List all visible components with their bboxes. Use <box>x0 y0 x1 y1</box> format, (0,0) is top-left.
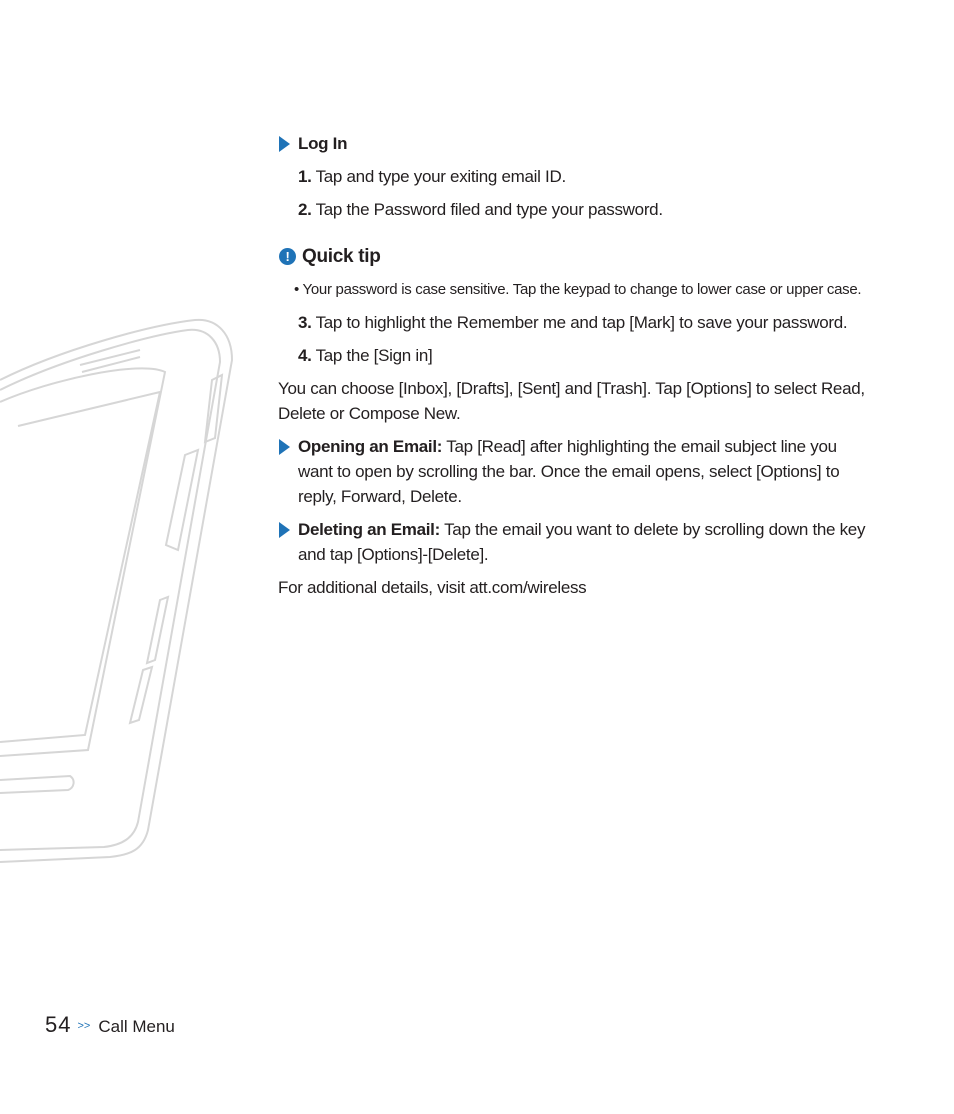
page-number: 54 <box>45 1012 72 1037</box>
triangle-bullet-icon <box>279 136 290 152</box>
step-number: 2. <box>298 200 312 219</box>
step-number: 1. <box>298 167 312 186</box>
login-step-4 <box>278 343 868 368</box>
opening-email-text: Tap [Read] after highlighting the email subject line you want to open by scrolling the bar. Once the email opens, select [Options] to reply, Forward, Delete. <box>298 437 840 506</box>
triangle-bullet-icon <box>279 439 290 455</box>
section-name: Call Menu <box>98 1017 175 1036</box>
step-text: Tap the Password filed and type your password. <box>315 200 663 219</box>
step-text: Tap the [Sign in] <box>315 346 433 365</box>
page-footer <box>45 1012 175 1038</box>
phone-illustration <box>0 310 240 870</box>
exclamation-icon: ! <box>279 248 296 265</box>
login-step-3 <box>278 310 868 335</box>
quick-tip-body: • Your password is case sensitive. Tap the keypad to change to lower case or upper case. <box>294 281 862 298</box>
step-number: 3. <box>298 313 312 332</box>
quick-tip-section <box>278 244 868 270</box>
deleting-email-text: Tap the email you want to delete by scrolling down the key and tap [Options]-[Delete]. <box>298 520 866 564</box>
chevron-separator-icon: >> <box>77 1020 91 1032</box>
opening-email-label: Opening an Email: <box>298 437 443 456</box>
login-step-1 <box>278 164 868 189</box>
deleting-email-section <box>278 517 868 567</box>
triangle-bullet-icon <box>279 522 290 538</box>
choose-paragraph: You can choose [Inbox], [Drafts], [Sent] and [Trash]. Tap [Options] to select Read, Delete or Compose New. <box>278 379 865 423</box>
login-section <box>278 131 868 156</box>
step-text: Tap and type your exiting email ID. <box>315 167 566 186</box>
step-text: Tap to highlight the Remember me and tap [Mark] to save your password. <box>315 313 848 332</box>
step-number: 4. <box>298 346 312 365</box>
quick-tip-heading: Quick tip <box>302 246 381 267</box>
page-content <box>278 131 868 600</box>
login-step-2 <box>278 197 868 222</box>
additional-details: For additional details, visit att.com/wireless <box>278 578 587 597</box>
opening-email-section <box>278 434 868 509</box>
login-heading: Log In <box>298 134 348 153</box>
deleting-email-label: Deleting an Email: <box>298 520 440 539</box>
